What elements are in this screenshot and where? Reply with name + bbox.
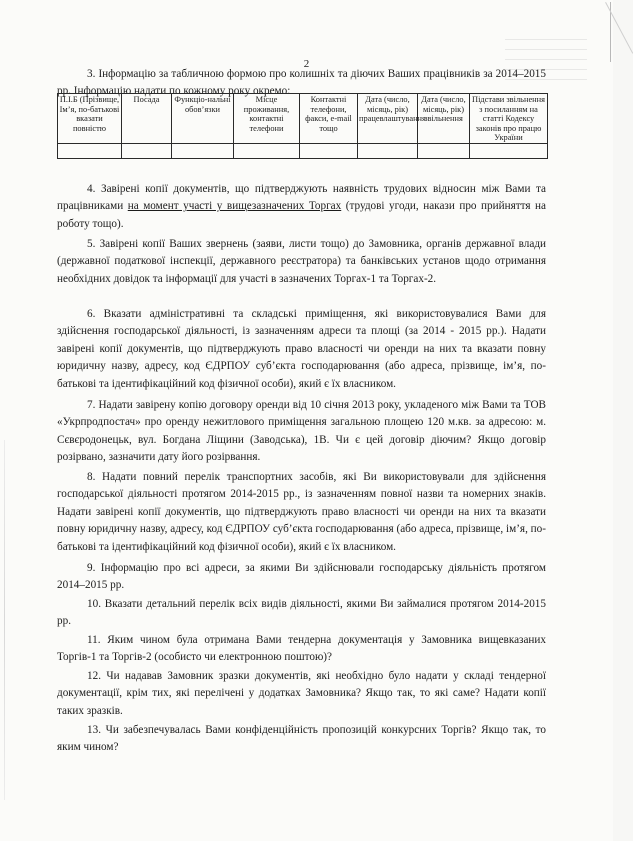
table-cell bbox=[172, 143, 234, 158]
item-3-body: 3. Інформацію за табличною формою про колишніх та діючих Ваших працівників за 2014–2015 рр. Інформацію надати по кожному року окремо: bbox=[57, 68, 546, 98]
table-cell bbox=[470, 143, 548, 158]
item-11-body: 11. Яким чином була отримана Вами тендерна документація у Замовника вищевказаних Торгів-1 та Торгів-2 (особисто чи електронною поштою)? bbox=[57, 634, 546, 664]
header-position: Посада bbox=[122, 94, 172, 144]
item-6-text bbox=[57, 306, 546, 393]
table-row bbox=[58, 143, 548, 158]
item-11-text bbox=[57, 632, 546, 667]
item-4-part1: 4. Завірені копії документів, що підтверджують наявність трудових відносин між Вами та працівниками bbox=[57, 183, 546, 213]
item-9-text bbox=[57, 560, 546, 595]
item-7-text bbox=[57, 397, 546, 467]
item-7-body: 7. Надати завірену копію договору оренди від 10 січня 2013 року, укладеного між Вами та ТОВ «Укрпродпостач» про оренду нежитлового приміщення загальною площею 120 м.кв. за адресою: м. Сєвєродонецьк, вул. Богдана Ліщини (Заводська), 1В. Чи є цей договір діючим? Якщо договір розірвано, зазначити дату його розірвання. bbox=[57, 399, 546, 464]
item-13-text bbox=[57, 722, 546, 757]
item-10-text bbox=[57, 596, 546, 631]
header-hire-date: Дата (число, місяць, рік) працевлаштування bbox=[358, 94, 418, 144]
item-12-text bbox=[57, 668, 546, 720]
header-full-name: П.І.Б (Прізвище, Ім’я, по-батькові вказати повністю bbox=[58, 94, 122, 144]
item-4-text bbox=[57, 181, 546, 233]
item-8-body: 8. Надати повний перелік транспортних засобів, які Ви використовували для здійснення господарської діяльності протягом 2014-2015 рр., із зазначенням повної назви та номерних знаків. Надати завірені копії документів, що підтверджують право власності чи оренди на них та вказати повну юридичну назву, адресу, код ЄДРПОУ суб’єкта господарювання (або адреса, прізвище, ім’я, по-батькові та ідентифікаційний код фізичної особи), який є їх власником. bbox=[57, 471, 546, 553]
page-number: 2 bbox=[303, 58, 310, 70]
table-header-row bbox=[58, 94, 548, 144]
item-12-body: 12. Чи надавав Замовник зразки документів, які необхідно було надати у складі тендерної документації, крім тих, які перелічені у додатках Замовника? Якщо так, то які саме? Надати копії таких зразків. bbox=[57, 670, 546, 717]
table-cell bbox=[58, 143, 122, 158]
header-residence: Місце проживання, контактні телефони bbox=[234, 94, 300, 144]
item-4-part2: (трудові угоди, накази про прийняття на роботу тощо). bbox=[57, 200, 546, 230]
table-cell bbox=[234, 143, 300, 158]
header-dismissal-date: Дата (число, місяць, рік) звільнення bbox=[418, 94, 470, 144]
table-cell bbox=[300, 143, 358, 158]
table-cell bbox=[358, 143, 418, 158]
header-duties: Функціо-нальні обов’язки bbox=[172, 94, 234, 144]
header-dismissal-grounds: Підстави звільнення з посиланням на статті Кодексу законів про працю України bbox=[470, 94, 548, 144]
item-13-body: 13. Чи забезпечувалась Вами конфіденційність пропозицій конкурсних Торгів? Якщо так, то яким чином? bbox=[57, 724, 546, 754]
item-8-text bbox=[57, 469, 546, 556]
item-4-underlined: на момент участі у вищезазначених Торгах bbox=[127, 200, 342, 213]
item-5-body: 5. Завірені копії Ваших звернень (заяви, листи тощо) до Замовника, органів державної влади (державної податкової інспекції, державного реєстратора) та банківських установ щодо отримання необхідних довідок та інформації для участі в зазначених Торгах-1 та Торгах-2. bbox=[57, 238, 546, 285]
table-cell bbox=[418, 143, 470, 158]
table-cell bbox=[122, 143, 172, 158]
header-contacts: Контактні телефони, факси, e-mail тощо bbox=[300, 94, 358, 144]
item-9-body: 9. Інформацію про всі адреси, за якими Ви здійснювали господарську діяльність протягом 2014–2015 рр. bbox=[57, 562, 546, 592]
employee-info-table bbox=[57, 93, 548, 159]
item-6-body: 6. Вказати адміністративні та складські приміщення, які використовувалися Вами для здійснення господарської діяльності, із зазначенням адреси та площі (за 2014 - 2015 рр.). Надати завірені копії документів, що підтверджують право власності чи оренди на них та вказати повну юридичну назву, адресу, код ЄДРПОУ суб’єкта господарювання (або адреса, прізвище, ім’я, по-батькові та ідентифікаційний код фізичної особи), який є їх власником. bbox=[57, 308, 546, 390]
item-5-text bbox=[57, 236, 546, 288]
scan-edge-shadow bbox=[4, 440, 5, 800]
item-10-body: 10. Вказати детальний перелік всіх видів діяльності, якими Ви займалися протягом 2014-2015 рр. bbox=[57, 598, 546, 628]
